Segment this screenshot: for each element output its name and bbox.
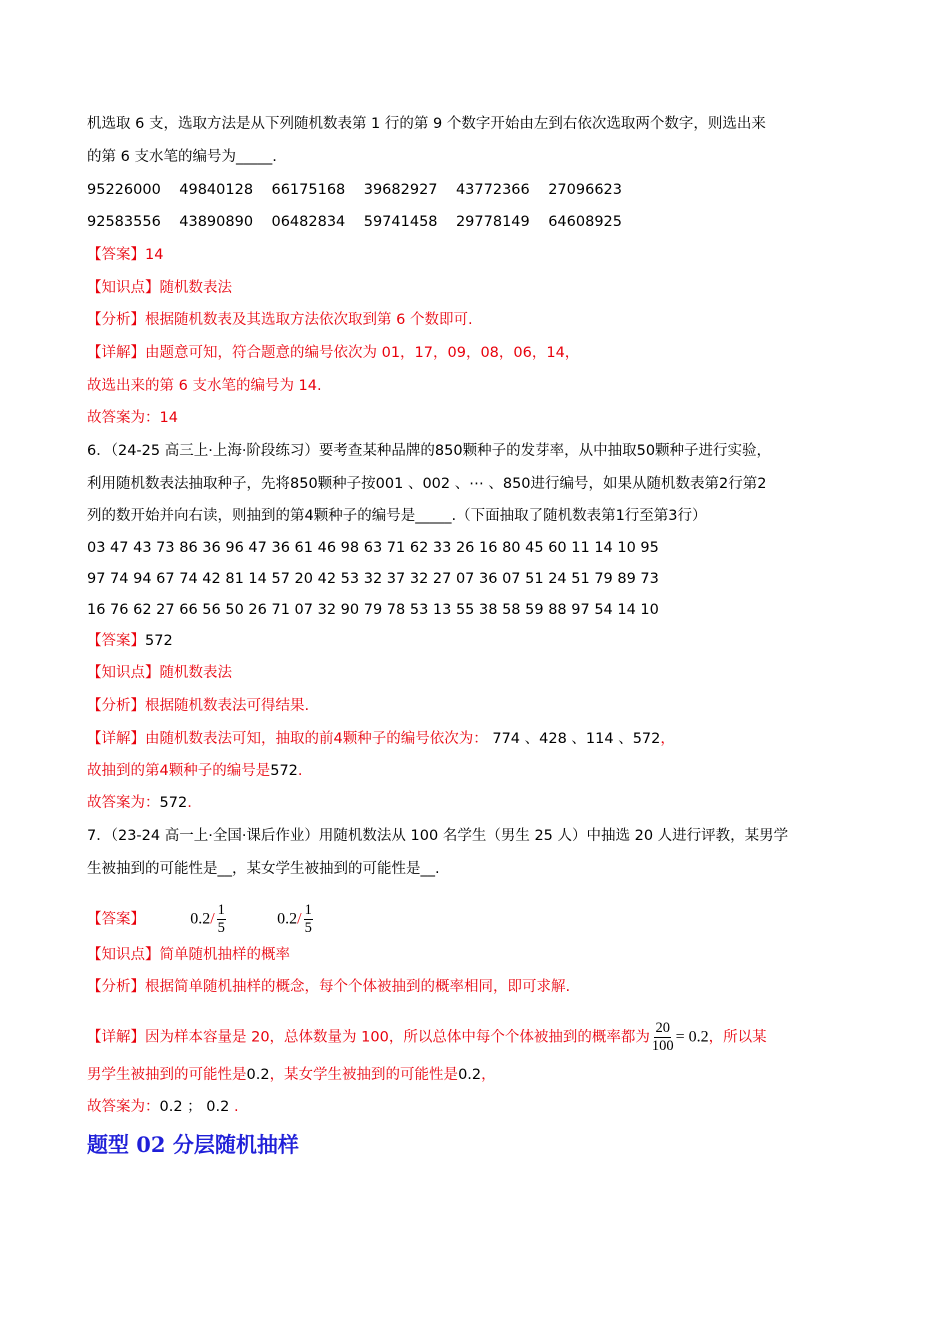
text-segment: 【分析】根据随机数表法可得结果. bbox=[87, 698, 310, 714]
text-segment: 【知识点】随机数表法 bbox=[87, 665, 232, 681]
text-segment: 6．（24-25 高三上·上海·阶段练习）要考查某种品牌的850颗种子的发芽率，从中抽取50颗种子进行实验， bbox=[87, 443, 772, 459]
text-segment: 故抽到的第4颗种子的编号是 bbox=[87, 763, 271, 779]
text-line bbox=[87, 441, 771, 461]
text-line bbox=[87, 212, 622, 232]
fraction-numerator: 1 bbox=[304, 902, 312, 918]
text-segment: 【知识点】随机数表法 bbox=[87, 280, 232, 296]
text-line bbox=[87, 310, 473, 330]
text-segment: 故选出来的第 6 支水笔的编号为 14. bbox=[87, 378, 322, 394]
text-line bbox=[87, 180, 622, 200]
fraction-denominator: 5 bbox=[217, 920, 225, 936]
q7-answer-line bbox=[87, 902, 315, 937]
answer-1-fraction bbox=[217, 902, 226, 937]
text-line bbox=[87, 278, 232, 298]
text-line bbox=[87, 793, 192, 813]
text-line bbox=[87, 147, 277, 167]
answer-separator: / bbox=[210, 910, 215, 928]
text-segment: 95226000 49840128 66175168 39682927 43772366 27096623 bbox=[87, 182, 622, 198]
text-line bbox=[87, 343, 579, 363]
text-line bbox=[87, 1065, 496, 1085]
text-line bbox=[87, 114, 766, 134]
text-line bbox=[87, 631, 173, 651]
text-line bbox=[87, 826, 788, 846]
text-segment: . bbox=[297, 763, 303, 779]
text-segment: 0.2 bbox=[246, 1067, 270, 1083]
text-segment: ， bbox=[481, 1067, 496, 1083]
q7-detail-line bbox=[87, 1020, 767, 1055]
answer-2-fraction bbox=[304, 902, 313, 937]
detail-result: = 0.2 bbox=[675, 1028, 709, 1046]
text-segment: 利用随机数表法抽取种子，先将850颗种子按001 、002 、⋯ 、850进行编号，如果从随机数表第2行第2 bbox=[87, 476, 767, 492]
answer-1-decimal: 0.2 bbox=[190, 910, 211, 928]
answer-label: 【答案】 bbox=[87, 911, 145, 928]
text-segment: 男学生被抽到的可能性是 bbox=[87, 1067, 247, 1083]
text-segment: 572 bbox=[145, 633, 173, 649]
text-segment: 774 、428 、114 、572 bbox=[487, 731, 661, 747]
section-heading: 题型 02 分层随机抽样 bbox=[87, 1132, 299, 1157]
text-line bbox=[87, 506, 707, 526]
text-segment: ， bbox=[660, 731, 675, 747]
text-line bbox=[87, 538, 659, 558]
text-segment: . bbox=[229, 1099, 239, 1115]
text-segment: 【分析】根据简单随机抽样的概念，每个个体被抽到的概率相同，即可求解. bbox=[87, 979, 571, 995]
text-line bbox=[87, 945, 290, 965]
answer-2-decimal: 0.2 bbox=[277, 910, 298, 928]
text-segment: 故答案为：14 bbox=[87, 410, 178, 426]
text-segment: 【答案】14 bbox=[87, 247, 164, 263]
text-segment: 92583556 43890890 06482834 59741458 29778149 64608925 bbox=[87, 214, 622, 230]
text-segment: 【详解】由随机数表法可知，抽取的前4颗种子的编号依次为： bbox=[87, 731, 488, 747]
text-segment: 生被抽到的可能性是__，某女学生被抽到的可能性是__. bbox=[87, 861, 440, 877]
text-segment: 【详解】由题意可知，符合题意的编号依次为 01，17，09，08，06，14， bbox=[87, 345, 580, 361]
text-segment: ，某女学生被抽到的可能性是 bbox=[269, 1067, 459, 1083]
text-line bbox=[87, 1097, 239, 1117]
fraction-denominator: 5 bbox=[304, 920, 312, 936]
text-line bbox=[87, 696, 309, 716]
text-line bbox=[87, 376, 322, 396]
text-segment: 03 47 43 73 86 36 96 47 36 61 46 98 63 71 62 33 26 16 80 45 60 11 14 10 95 bbox=[87, 540, 659, 556]
fraction-numerator: 20 bbox=[655, 1020, 670, 1036]
text-line bbox=[87, 474, 766, 494]
text-line bbox=[87, 729, 675, 749]
answer-separator: / bbox=[297, 910, 302, 928]
text-segment: 【分析】根据随机数表及其选取方法依次取到第 6 个数即可. bbox=[87, 312, 473, 328]
text-segment: 572 bbox=[159, 795, 188, 811]
text-line bbox=[87, 663, 232, 683]
text-segment: 0.2 bbox=[458, 1067, 482, 1083]
text-segment: 572 bbox=[270, 763, 298, 779]
detail-text: 【详解】因为样本容量是 20，总体数量为 100，所以总体中每个个体被抽到的概率都为 bbox=[87, 1029, 650, 1046]
text-line bbox=[87, 859, 440, 879]
text-segment: 0.2 ； 0.2 bbox=[159, 1099, 230, 1115]
text-line bbox=[87, 569, 659, 589]
text-segment: 列的数开始并向右读，则抽到的第4颗种子的编号是_____.（下面抽取了随机数表第1行至第3行） bbox=[87, 508, 707, 524]
text-line bbox=[87, 408, 178, 428]
detail-text-end: ，所以某 bbox=[708, 1029, 767, 1046]
text-segment: 【知识点】简单随机抽样的概率 bbox=[87, 947, 290, 963]
text-segment: 7．（23-24 高一上·全国·课后作业）用随机数法从 100 名学生（男生 25 人）中抽选 20 人进行评教，某男学 bbox=[87, 828, 789, 844]
text-segment: 故答案为： bbox=[87, 1099, 160, 1115]
text-line bbox=[87, 600, 659, 620]
text-line bbox=[87, 245, 163, 265]
text-segment: 【答案】 bbox=[87, 633, 145, 649]
text-segment: 的第 6 支水笔的编号为_____. bbox=[87, 149, 277, 165]
text-segment: 16 76 62 27 66 56 50 26 71 07 32 90 79 78 53 13 55 38 58 59 88 97 54 14 10 bbox=[87, 602, 659, 618]
text-segment: . bbox=[187, 795, 192, 811]
text-line bbox=[87, 977, 570, 997]
text-segment: 机选取 6 支，选取方法是从下列随机数表第 1 行的第 9 个数字开始由左到右依次选取两个数字，则选出来 bbox=[87, 116, 766, 132]
text-line bbox=[87, 761, 303, 781]
detail-fraction bbox=[652, 1020, 674, 1055]
fraction-denominator: 100 bbox=[651, 1038, 674, 1054]
text-segment: 97 74 94 67 74 42 81 14 57 20 42 53 32 37 32 27 07 36 07 51 24 51 79 89 73 bbox=[87, 571, 659, 587]
text-segment: 故答案为： bbox=[87, 795, 160, 811]
fraction-numerator: 1 bbox=[217, 902, 225, 918]
